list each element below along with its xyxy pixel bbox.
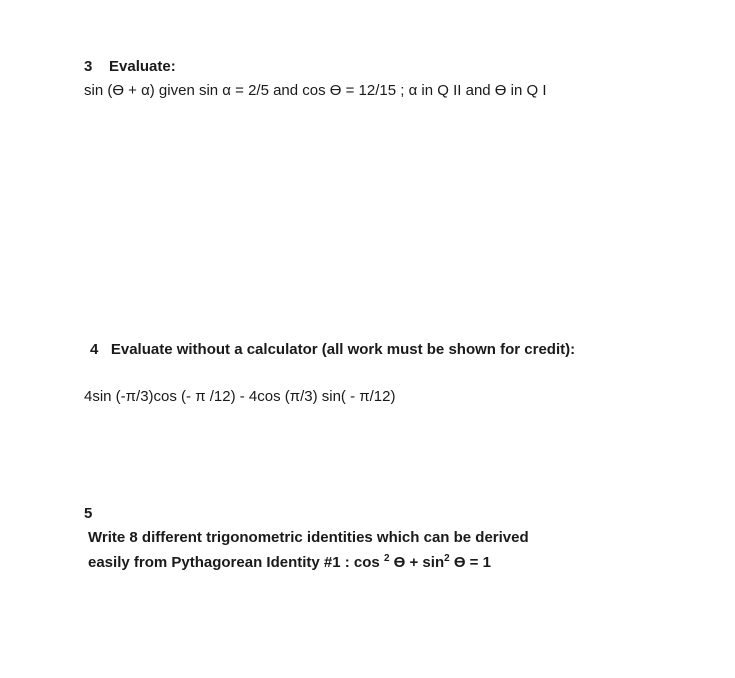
q3-heading-line [84,58,176,76]
q4-heading-line [90,341,575,359]
q5-number: 5 [84,505,93,522]
q3-problem: sin (ϴ + α) given sin α = 2/5 and cos ϴ = 12/15 ; α in Q II and ϴ in Q I [84,82,547,99]
q4-number: 4 [90,341,99,358]
q3-heading: Evaluate: [109,58,176,75]
q5-line2-suffix: ϴ = 1 [453,554,491,571]
q4-heading: Evaluate without a calculator (all work must be shown for credit): [110,341,576,358]
q5-theta-plus-sin: ϴ + sin [393,554,445,571]
q4-expression: 4sin (-π/3)cos (- π /12) - 4cos (π/3) sin( - π/12) [84,388,396,405]
q5-line1: Write 8 different trigonometric identities which can be derived [88,529,529,546]
q5-line2-prefix: easily from Pythagorean Identity #1 : cos [88,554,380,571]
q5-exponent-2: 2 [444,553,450,564]
q5-exponent-1: 2 [383,553,390,564]
q5-line2 [88,554,491,572]
q3-number: 3 [84,58,93,75]
